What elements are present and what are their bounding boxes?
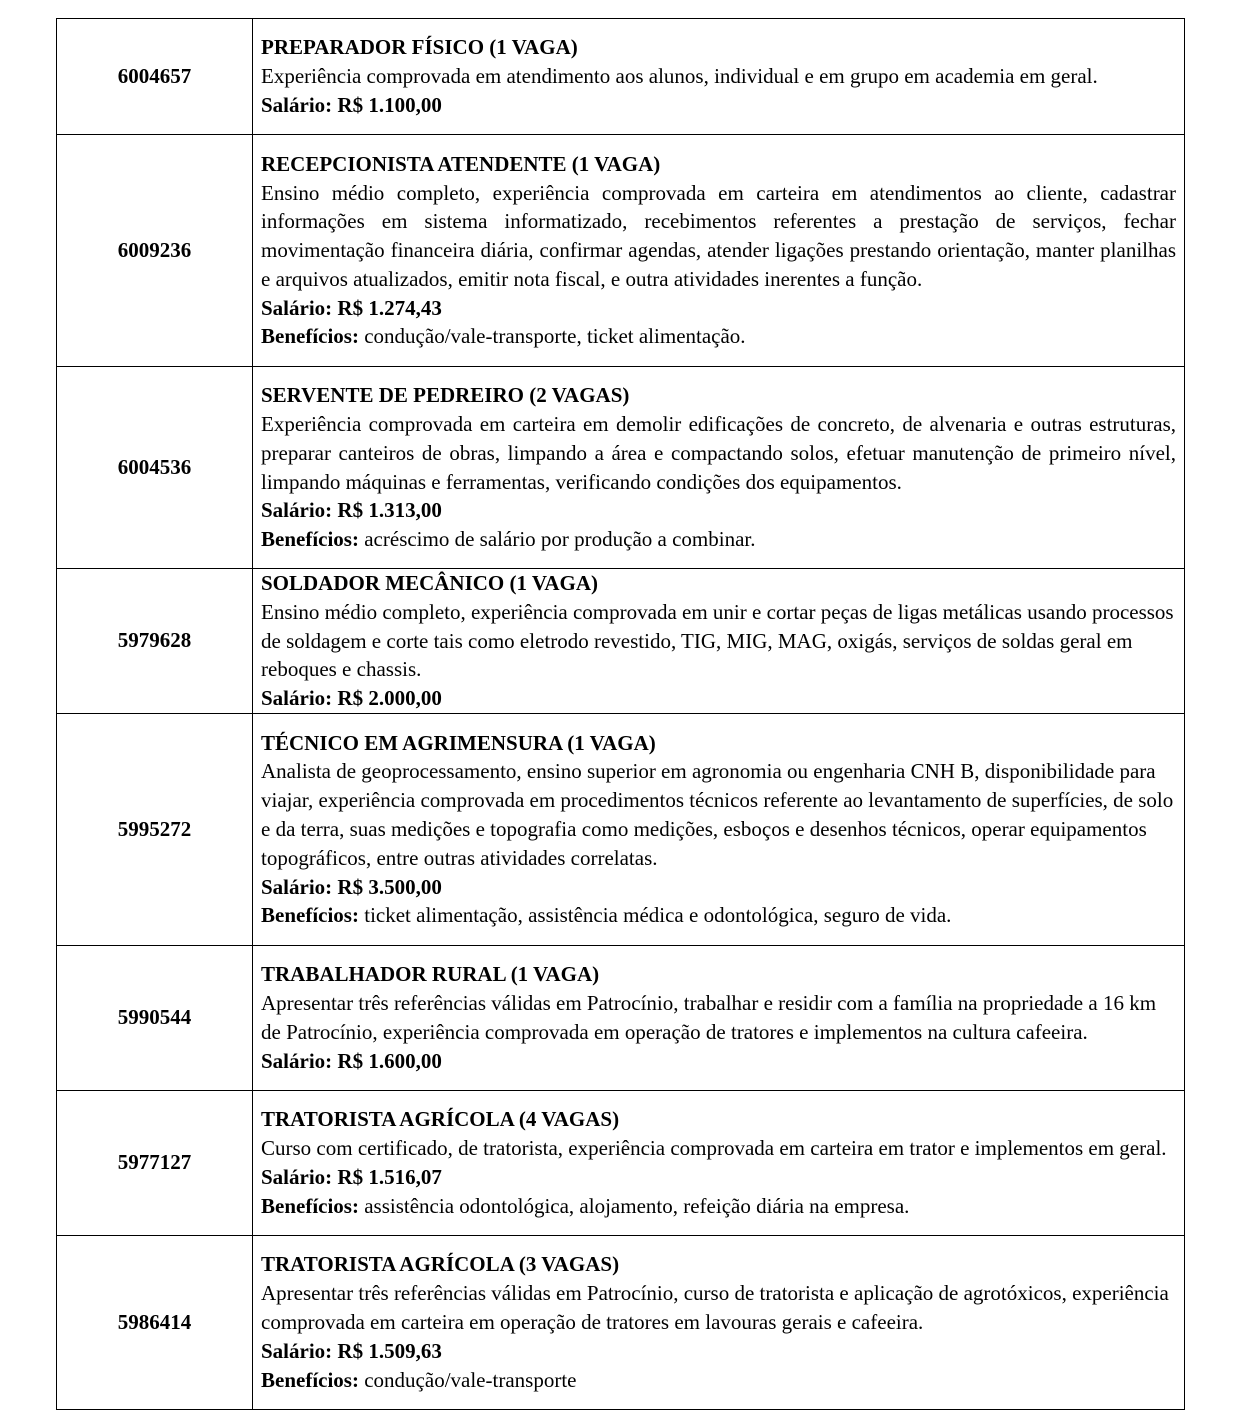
table-row (57, 945, 1185, 1090)
job-title: PREPARADOR FÍSICO (1 VAGA) (261, 35, 578, 60)
salary-label: Salário: (261, 686, 333, 711)
job-salary (261, 1163, 1176, 1192)
job-details (253, 713, 1185, 945)
table-row (57, 1235, 1185, 1409)
job-details (253, 945, 1185, 1090)
benefits-label: Benefícios: (261, 527, 359, 552)
job-description: Curso com certificado, de tratorista, experiência comprovada em carteira em trator e implementos em geral. (261, 1136, 1167, 1161)
salary-label: Salário: (261, 1164, 333, 1189)
job-salary (261, 91, 1176, 120)
job-details (253, 19, 1185, 135)
job-title: TRATORISTA AGRÍCOLA (3 VAGAS) (261, 1252, 620, 1277)
salary-value: R$ 1.516,07 (337, 1164, 442, 1189)
job-title: TÉCNICO EM AGRIMENSURA (1 VAGA) (261, 730, 656, 755)
job-details (253, 569, 1185, 714)
job-details (253, 1090, 1185, 1235)
job-benefits (261, 525, 1176, 554)
job-salary (261, 873, 1176, 902)
job-benefits (261, 322, 1176, 351)
job-description: Ensino médio completo, experiência comprovada em carteira em atendimentos ao cliente, cadastrar informações em sistema informatizado, recebimentos referentes a prestação de serviços, fechar movimentação financeira diária, confirmar agendas, atender ligações prestando orientação, manter planilhas e arquivos atualizados, emitir nota fiscal, e outra atividades inerentes a função. (261, 180, 1176, 291)
job-description: Apresentar três referências válidas em Patrocínio, curso de tratorista e aplicação de agrotóxicos, experiência comprovada em carteira em operação de tratores em lavouras gerais e cafeeira. (261, 1281, 1169, 1335)
benefits-label: Benefícios: (261, 1367, 359, 1392)
job-code: 5995272 (57, 713, 253, 945)
job-benefits (261, 901, 1176, 930)
job-description: Ensino médio completo, experiência comprovada em unir e cortar peças de ligas metálicas usando processos de soldagem e corte tais como eletrodo revestido, TIG, MIG, MAG, oxigás, serviços de soldas geral em reboques e chassis. (261, 599, 1174, 682)
salary-value: R$ 1.313,00 (337, 498, 442, 523)
job-title: SOLDADOR MECÂNICO (1 VAGA) (261, 571, 598, 595)
job-description: Experiência comprovada em atendimento aos alunos, individual e em grupo em academia em geral. (261, 64, 1098, 89)
table-row (57, 135, 1185, 367)
salary-label: Salário: (261, 1048, 333, 1073)
job-salary (261, 294, 1176, 323)
job-title: SERVENTE DE PEDREIRO (2 VAGAS) (261, 383, 630, 408)
job-salary (261, 496, 1176, 525)
benefits-value: condução/vale-transporte, ticket alimentação. (358, 324, 746, 349)
job-code: 6004657 (57, 19, 253, 135)
job-code: 5990544 (57, 945, 253, 1090)
job-benefits (261, 1366, 1176, 1395)
job-description: Apresentar três referências válidas em Patrocínio, trabalhar e residir com a família na propriedade a 16 km de Patrocínio, experiência comprovada em operação de tratores e implementos na cultura cafeeira. (261, 991, 1157, 1044)
salary-value: R$ 1.100,00 (337, 92, 442, 117)
salary-value: R$ 2.000,00 (337, 686, 442, 711)
job-code: 5979628 (57, 569, 253, 714)
job-code: 5977127 (57, 1090, 253, 1235)
table-row (57, 713, 1185, 945)
salary-label: Salário: (261, 498, 333, 523)
job-code: 6004536 (57, 367, 253, 569)
job-listings-table (56, 18, 1185, 1410)
job-title: RECEPCIONISTA ATENDENTE (1 VAGA) (261, 151, 661, 176)
job-code: 6009236 (57, 135, 253, 367)
benefits-value: assistência odontológica, alojamento, refeição diária na empresa. (358, 1193, 910, 1218)
table-row (57, 367, 1185, 569)
salary-label: Salário: (261, 295, 333, 320)
benefits-label: Benefícios: (261, 1193, 359, 1218)
job-details (253, 135, 1185, 367)
salary-label: Salário: (261, 1338, 333, 1363)
salary-value: R$ 3.500,00 (337, 874, 442, 899)
table-row (57, 1090, 1185, 1235)
salary-value: R$ 1.600,00 (337, 1048, 442, 1073)
job-details (253, 367, 1185, 569)
table-row (57, 19, 1185, 135)
job-salary (261, 684, 1176, 713)
job-description: Experiência comprovada em carteira em demolir edificações de concreto, de alvenaria e outras estruturas, preparar canteiros de obras, limpando a área e compactando solos, efetuar manutenção de primeiro nível, limpando máquinas e ferramentas, verificando condições dos equipamentos. (261, 411, 1176, 494)
salary-label: Salário: (261, 874, 333, 899)
table-row (57, 569, 1185, 714)
benefits-label: Benefícios: (261, 324, 359, 349)
job-details (253, 1235, 1185, 1409)
job-salary (261, 1047, 1176, 1076)
job-code: 5986414 (57, 1235, 253, 1409)
benefits-label: Benefícios: (261, 903, 359, 928)
benefits-value: acréscimo de salário por produção a combinar. (358, 527, 756, 552)
salary-value: R$ 1.274,43 (337, 295, 442, 320)
salary-value: R$ 1.509,63 (337, 1338, 442, 1363)
salary-label: Salário: (261, 92, 333, 117)
job-title: TRABALHADOR RURAL (1 VAGA) (261, 962, 600, 987)
job-salary (261, 1337, 1176, 1366)
job-title: TRATORISTA AGRÍCOLA (4 VAGAS) (261, 1107, 620, 1132)
benefits-value: ticket alimentação, assistência médica e odontológica, seguro de vida. (358, 903, 952, 928)
job-benefits (261, 1192, 1176, 1221)
job-description: Analista de geoprocessamento, ensino superior em agronomia ou engenharia CNH B, disponibilidade para viajar, experiência comprovada em procedimentos técnicos referente ao levantamento de superfícies, de solo e da terra, suas medições e topografia como medições, esboços e desenhos técnicos, operar equipamentos topográficos, entre outras atividades correlatas. (261, 759, 1174, 870)
benefits-value: condução/vale-transporte (358, 1367, 577, 1392)
